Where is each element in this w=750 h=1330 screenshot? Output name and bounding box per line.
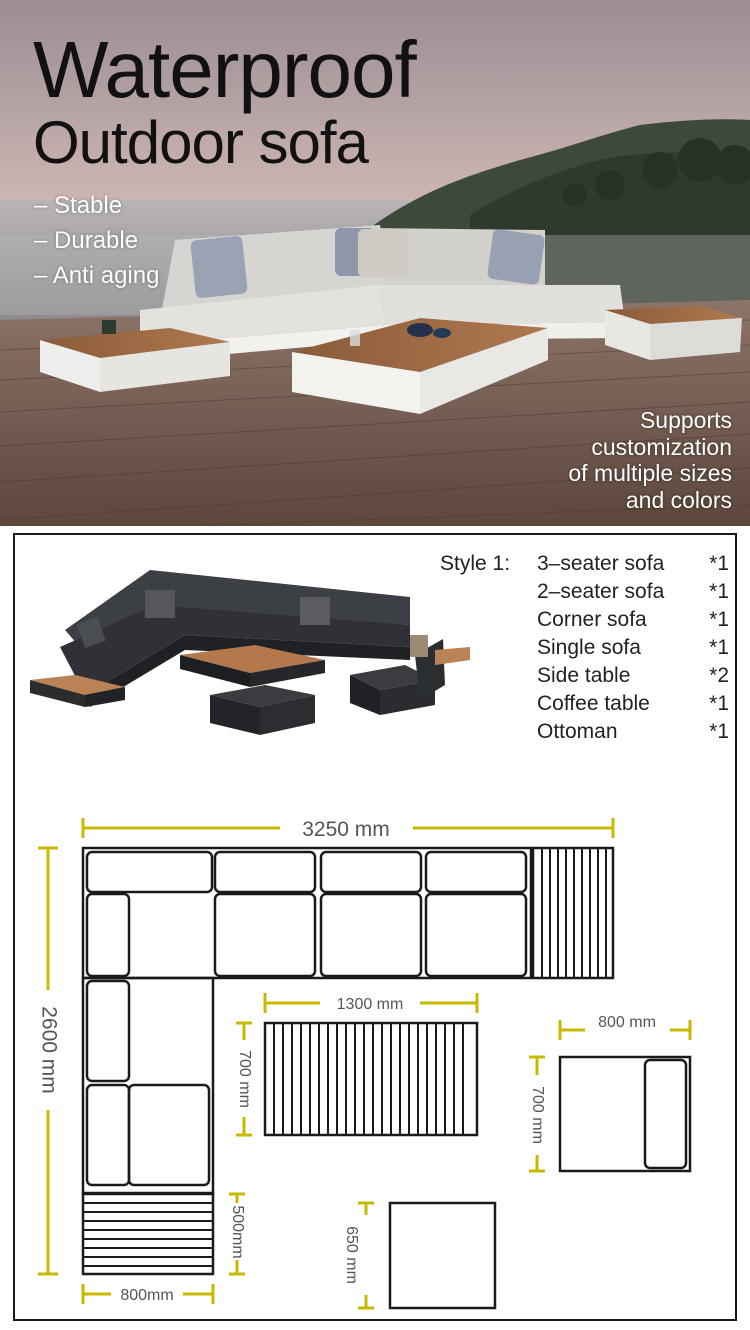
feature-durable: – Durable <box>34 227 139 254</box>
component-qty: *1 <box>709 580 729 603</box>
dim-overall-width: 3250 mm <box>302 818 390 841</box>
customization-line: and colors <box>625 486 732 513</box>
list-item <box>440 550 729 578</box>
dim-single-sofa-depth: 700 mm <box>528 1086 546 1144</box>
product-thumbnail <box>30 570 470 735</box>
component-qty: *1 <box>709 636 729 659</box>
dim-side-table-width: 800mm <box>120 1287 174 1304</box>
dim-coffee-table-length: 1300 mm <box>336 996 404 1013</box>
slat-lines <box>83 848 606 1266</box>
dim-ottoman-size: 650 mm <box>342 1226 360 1284</box>
customization-line: of multiple sizes <box>568 460 732 486</box>
component-qty: *1 <box>709 720 729 743</box>
style-component-list <box>440 550 729 746</box>
component-name: 3–seater sofa <box>537 552 665 575</box>
component-qty: *2 <box>709 664 729 687</box>
list-item <box>440 690 729 718</box>
customization-line: Supports <box>639 407 732 433</box>
feature-stable: – Stable <box>34 192 123 219</box>
list-item <box>440 634 729 662</box>
style-label: Style 1: <box>440 552 511 575</box>
list-item <box>440 606 729 634</box>
component-name: Corner sofa <box>537 608 647 631</box>
component-qty: *1 <box>709 608 729 631</box>
component-name: 2–seater sofa <box>537 580 665 603</box>
list-item <box>440 578 729 606</box>
dim-overall-depth: 2600 mm <box>37 1006 61 1094</box>
dim-single-sofa-width: 800 mm <box>598 1014 656 1031</box>
component-name: Single sofa <box>537 636 641 659</box>
spec-panel <box>13 533 737 1321</box>
headline-waterproof: Waterproof <box>33 25 416 114</box>
component-qty: *1 <box>709 552 729 575</box>
headline-outdoor-sofa: Outdoor sofa <box>33 109 368 176</box>
customization-line: customization <box>591 433 732 460</box>
component-name: Ottoman <box>537 720 618 743</box>
customization-note <box>432 407 732 513</box>
list-item <box>440 662 729 690</box>
feature-anti-aging: – Anti aging <box>34 262 160 289</box>
component-qty: *1 <box>709 692 729 715</box>
hero-banner <box>0 0 750 526</box>
list-item <box>440 718 729 746</box>
dim-side-table-depth: 500mm <box>228 1205 246 1259</box>
dim-coffee-table-width: 700 mm <box>235 1050 253 1108</box>
component-name: Side table <box>537 664 631 687</box>
component-name: Coffee table <box>537 692 650 715</box>
